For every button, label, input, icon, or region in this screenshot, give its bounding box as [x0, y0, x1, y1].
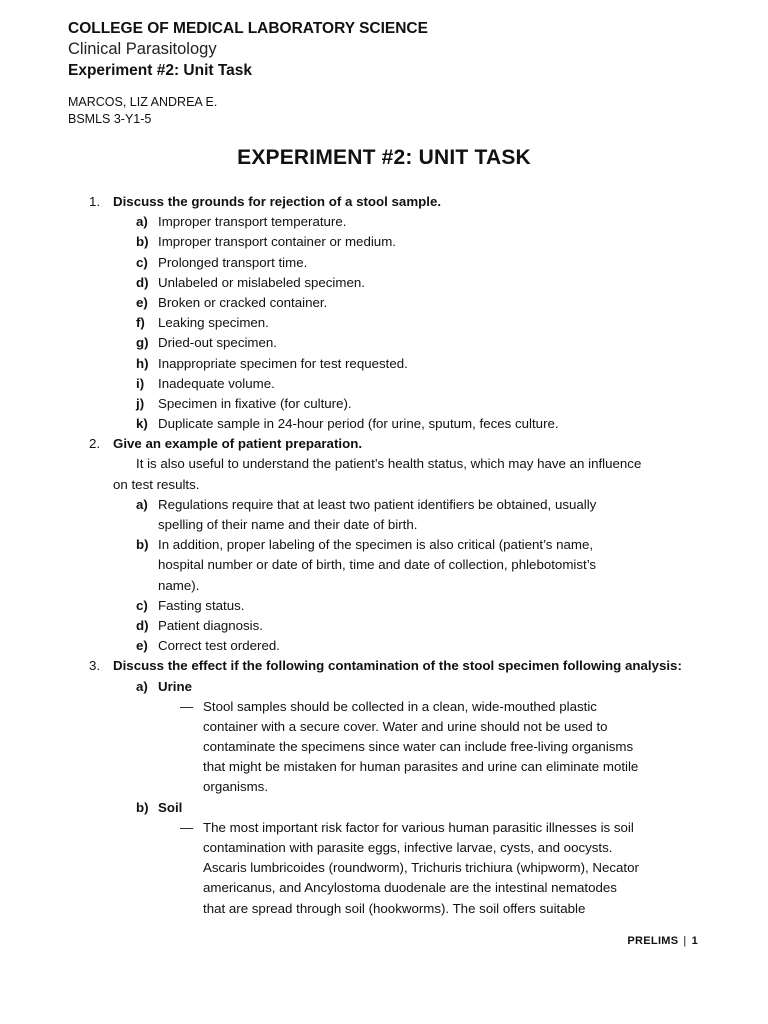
answer-text: organisms.: [203, 779, 269, 795]
item-text: spelling of their name and their date of birth.: [158, 517, 418, 532]
answer-line: [0, 697, 768, 717]
answer-text: that might be mistaken for human parasites and urine can eliminate motile: [203, 759, 639, 775]
list-item: [0, 313, 768, 333]
item-letter: b): [136, 234, 149, 250]
question-text: Give an example of patient preparation.: [113, 436, 363, 452]
item-text: Broken or cracked container.: [158, 294, 328, 310]
item-letter: b): [136, 537, 149, 553]
paragraph-text: on test results.: [113, 476, 200, 492]
answer-line: [0, 737, 768, 757]
item-letter: h): [136, 355, 149, 371]
list-item: [0, 414, 768, 434]
item-text: Patient diagnosis.: [158, 617, 263, 633]
answer-line: [0, 757, 768, 777]
answer-line: [0, 838, 768, 858]
item-text: Improper transport temperature.: [158, 214, 347, 230]
question-2: [0, 434, 768, 454]
list-item: [0, 535, 768, 555]
paragraph-text: It is also useful to understand the patient’s health status, which may have an influence: [136, 456, 642, 472]
item-text: Unlabeled or mislabeled specimen.: [158, 274, 365, 290]
list-item: [0, 596, 768, 616]
subsection-heading: [0, 677, 768, 697]
answer-text: Stool samples should be collected in a clean, wide-mouthed plastic: [203, 698, 597, 714]
student-info: [68, 94, 217, 128]
answer-text: americanus, and Ancylostoma duodenale are the intestinal nematodes: [203, 880, 617, 896]
item-letter: i): [136, 375, 145, 391]
answer-line: [0, 717, 768, 737]
item-letter: j): [136, 395, 145, 411]
list-item-continuation: [0, 576, 768, 596]
item-text: Specimen in fixative (for culture).: [158, 395, 352, 411]
footer-separator: |: [683, 935, 687, 947]
item-text: Inadequate volume.: [158, 375, 275, 391]
student-name: MARCOS, LIZ ANDREA E.: [68, 95, 218, 109]
item-letter: e): [136, 294, 148, 310]
item-letter: c): [136, 597, 148, 613]
answer-line: [0, 878, 768, 898]
item-text: name).: [158, 577, 200, 593]
page-footer: [627, 935, 698, 947]
item-letter: a): [136, 496, 148, 512]
list-item-continuation: [0, 555, 768, 575]
list-item: [0, 273, 768, 293]
page-title: EXPERIMENT #2: UNIT TASK: [237, 146, 531, 169]
answer-line: [0, 818, 768, 838]
list-item: [0, 354, 768, 374]
question-number: 3.: [89, 658, 101, 674]
paragraph-line: [0, 475, 768, 495]
em-dash-bullet: —: [180, 819, 194, 835]
subsection-title: Urine: [158, 678, 192, 694]
item-letter: a): [136, 214, 148, 230]
answer-line: [0, 899, 768, 919]
paragraph-line: [0, 454, 768, 474]
item-text: Duplicate sample in 24-hour period (for urine, sputum, feces culture.: [158, 416, 559, 432]
item-text: Regulations require that at least two patient identifiers be obtained, usually: [158, 496, 597, 512]
item-text: hospital number or date of birth, time and date of collection, phlebotomist’s: [158, 557, 597, 573]
item-letter: c): [136, 254, 148, 270]
question-text: Discuss the grounds for rejection of a stool sample.: [113, 194, 442, 209]
question-text: Discuss the effect if the following contamination of the stool specimen following analysis:: [113, 658, 682, 674]
list-item: [0, 495, 768, 515]
answer-text: contaminate the specimens since water can include free-living organisms: [203, 739, 634, 755]
item-letter: g): [136, 335, 149, 351]
question-1: [0, 192, 768, 212]
item-letter: b): [136, 799, 149, 815]
item-letter: f): [136, 315, 145, 331]
item-letter: e): [136, 638, 148, 654]
list-item: [0, 212, 768, 232]
list-item: [0, 616, 768, 636]
subsection-title: Soil: [158, 799, 183, 815]
list-item: [0, 394, 768, 414]
item-letter: d): [136, 617, 149, 633]
item-text: In addition, proper labeling of the specimen is also critical (patient’s name,: [158, 537, 594, 553]
question-number: 1.: [89, 194, 101, 209]
list-item: [0, 636, 768, 656]
item-letter: a): [136, 678, 148, 694]
course-name: Clinical Parasitology: [68, 40, 217, 58]
answer-text: Ascaris lumbricoides (roundworm), Trichuris trichiura (whipworm), Necator: [203, 860, 639, 876]
question-number: 2.: [89, 436, 101, 452]
item-letter: d): [136, 274, 149, 290]
answer-text: contamination with parasite eggs, infective larvae, cysts, and oocysts.: [203, 840, 613, 855]
item-text: Correct test ordered.: [158, 638, 280, 654]
item-text: Dried-out specimen.: [158, 335, 277, 351]
item-text: Leaking specimen.: [158, 315, 269, 331]
item-letter: k): [136, 416, 148, 432]
document-header: [68, 18, 428, 81]
item-text: Inappropriate specimen for test requested.: [158, 355, 408, 371]
college-name: COLLEGE OF MEDICAL LABORATORY SCIENCE: [68, 20, 428, 37]
document-body: [0, 192, 768, 919]
item-text: Fasting status.: [158, 597, 245, 613]
answer-line: [0, 777, 768, 797]
list-item: [0, 253, 768, 273]
item-text: Prolonged transport time.: [158, 254, 308, 270]
answer-line: [0, 858, 768, 878]
item-text: Improper transport container or medium.: [158, 234, 396, 250]
subsection-heading: [0, 798, 768, 818]
list-item-continuation: [0, 515, 768, 535]
experiment-label: Experiment #2: Unit Task: [68, 62, 253, 79]
em-dash-bullet: —: [180, 698, 194, 714]
list-item: [0, 374, 768, 394]
answer-text: container with a secure cover. Water and urine should not be used to: [203, 718, 608, 734]
answer-text: that are spread through soil (hookworms). The soil offers suitable: [203, 900, 586, 916]
list-item: [0, 232, 768, 252]
answer-text: The most important risk factor for various human parasitic illnesses is soil: [203, 819, 634, 835]
question-3: [0, 656, 768, 676]
page-number: 1: [691, 935, 698, 947]
student-section: BSMLS 3-Y1-5: [68, 112, 152, 126]
footer-label: PRELIMS: [627, 935, 679, 947]
list-item: [0, 333, 768, 353]
list-item: [0, 293, 768, 313]
